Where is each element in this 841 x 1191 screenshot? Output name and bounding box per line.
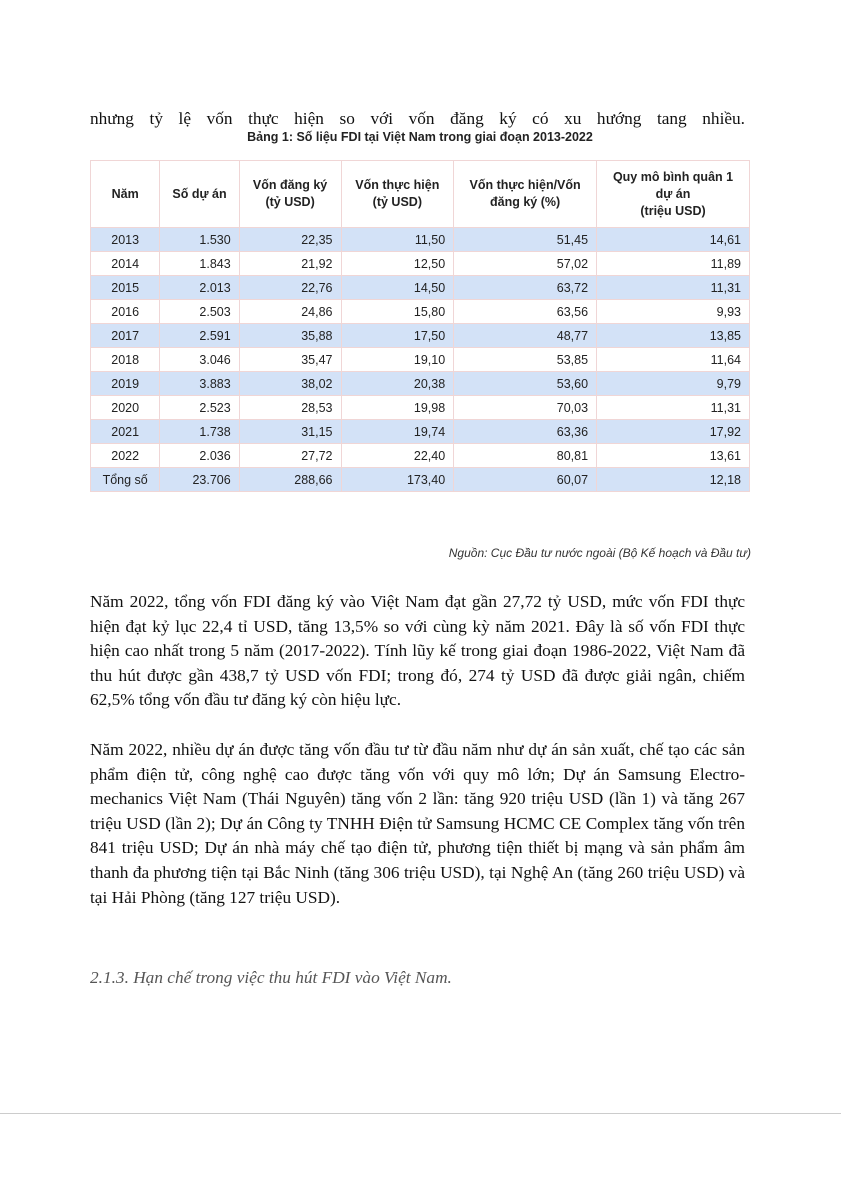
table-cell: 17,50 xyxy=(341,324,454,348)
table-cell: 22,35 xyxy=(239,228,341,252)
column-header: Vốn đăng ký (tỷ USD) xyxy=(239,161,341,228)
table-cell: 51,45 xyxy=(454,228,597,252)
table-cell: 24,86 xyxy=(239,300,341,324)
table-row xyxy=(91,324,750,348)
table-cell: 14,50 xyxy=(341,276,454,300)
table-cell: 288,66 xyxy=(239,468,341,492)
table-cell: 1.530 xyxy=(160,228,239,252)
table-row xyxy=(91,300,750,324)
table-cell: 19,98 xyxy=(341,396,454,420)
table-cell: 22,76 xyxy=(239,276,341,300)
table-cell: 2015 xyxy=(91,276,160,300)
table-row xyxy=(91,276,750,300)
table-cell: 19,10 xyxy=(341,348,454,372)
table-cell: 35,47 xyxy=(239,348,341,372)
table-cell: 2016 xyxy=(91,300,160,324)
table-cell: 53,85 xyxy=(454,348,597,372)
table-cell: 19,74 xyxy=(341,420,454,444)
table-cell: 2020 xyxy=(91,396,160,420)
table-cell: 2022 xyxy=(91,444,160,468)
table-cell: 48,77 xyxy=(454,324,597,348)
column-header: Năm xyxy=(91,161,160,228)
column-header: Quy mô bình quân 1 dự án (triệu USD) xyxy=(597,161,750,228)
table-cell: 2013 xyxy=(91,228,160,252)
table-cell: 63,56 xyxy=(454,300,597,324)
table-cell: 3.046 xyxy=(160,348,239,372)
table-cell: 12,50 xyxy=(341,252,454,276)
page-divider xyxy=(0,1113,841,1114)
table-cell: 31,15 xyxy=(239,420,341,444)
total-row xyxy=(91,468,750,492)
fdi-table xyxy=(90,160,750,492)
table-cell: 1.738 xyxy=(160,420,239,444)
table-cell: 2021 xyxy=(91,420,160,444)
table-cell: 22,40 xyxy=(341,444,454,468)
section-heading: 2.1.3. Hạn chế trong việc thu hút FDI vào Việt Nam. xyxy=(90,968,452,987)
table-cell: 3.883 xyxy=(160,372,239,396)
table-cell: 12,18 xyxy=(597,468,750,492)
intro-text: nhưng tỷ lệ vốn thực hiện so với vốn đăng ký có xu hướng tang nhiều. xyxy=(90,109,745,128)
table-source: Nguồn: Cục Đầu tư nước ngoài (Bộ Kế hoạch và Đầu tư) xyxy=(448,546,751,560)
table-cell: 60,07 xyxy=(454,468,597,492)
table-cell: Tổng số xyxy=(91,468,160,492)
table-cell: 13,85 xyxy=(597,324,750,348)
table-cell: 2.036 xyxy=(160,444,239,468)
table-cell: 14,61 xyxy=(597,228,750,252)
table-cell: 35,88 xyxy=(239,324,341,348)
table-cell: 27,72 xyxy=(239,444,341,468)
table-row xyxy=(91,396,750,420)
table-cell: 9,93 xyxy=(597,300,750,324)
table-cell: 1.843 xyxy=(160,252,239,276)
table-cell: 2014 xyxy=(91,252,160,276)
table-cell: 2018 xyxy=(91,348,160,372)
table-row xyxy=(91,444,750,468)
table-cell: 11,50 xyxy=(341,228,454,252)
table-cell: 63,36 xyxy=(454,420,597,444)
table-cell: 23.706 xyxy=(160,468,239,492)
table-cell: 53,60 xyxy=(454,372,597,396)
table-cell: 11,31 xyxy=(597,396,750,420)
column-header: Vốn thực hiện/Vốn đăng ký (%) xyxy=(454,161,597,228)
table-cell: 13,61 xyxy=(597,444,750,468)
table-cell: 17,92 xyxy=(597,420,750,444)
table-cell: 2019 xyxy=(91,372,160,396)
table-cell: 38,02 xyxy=(239,372,341,396)
table-caption: Bảng 1: Số liệu FDI tại Việt Nam trong giai đoạn 2013-2022 xyxy=(247,130,593,144)
table-cell: 2.591 xyxy=(160,324,239,348)
table-row xyxy=(91,228,750,252)
table-cell: 11,64 xyxy=(597,348,750,372)
table-cell: 9,79 xyxy=(597,372,750,396)
table-cell: 28,53 xyxy=(239,396,341,420)
table-header-row xyxy=(91,161,750,228)
table-cell: 2.503 xyxy=(160,300,239,324)
table-row xyxy=(91,420,750,444)
table-cell: 11,31 xyxy=(597,276,750,300)
column-header: Vốn thực hiện (tỷ USD) xyxy=(341,161,454,228)
table-cell: 57,02 xyxy=(454,252,597,276)
table-cell: 21,92 xyxy=(239,252,341,276)
table-cell: 2.013 xyxy=(160,276,239,300)
table-row xyxy=(91,348,750,372)
table-row xyxy=(91,372,750,396)
paragraph: Năm 2022, tổng vốn FDI đăng ký vào Việt Nam đạt gần 27,72 tỷ USD, mức vốn FDI thực hiện đạt kỷ lục 22,4 tỉ USD, tăng 13,5% so với cùng kỳ năm 2021. Đây là số vốn FDI thực hiện cao nhất trong 5 năm (2017-2022). Tính lũy kế trong giai đoạn 1986-2022, Việt Nam đã thu hút được gần 438,7 tỷ USD vốn FDI; trong đó, 274 tỷ USD đã được giải ngân, chiếm 62,5% tổng vốn đầu tư đăng ký còn hiệu lực. xyxy=(90,592,745,710)
table-cell: 15,80 xyxy=(341,300,454,324)
column-header: Số dự án xyxy=(160,161,239,228)
table-cell: 70,03 xyxy=(454,396,597,420)
paragraph: Năm 2022, nhiều dự án được tăng vốn đầu tư từ đầu năm như dự án sản xuất, chế tạo các sản phẩm điện tử, công nghệ cao được tăng vốn với quy mô lớn; Dự án Samsung Electro-mechanics Việt Nam (Thái Nguyên) tăng vốn 2 lần: tăng 920 triệu USD (lần 1) và tăng 267 triệu USD (lần 2); Dự án Công ty TNHH Điện tử Samsung HCMC CE Complex tăng vốn trên 841 triệu USD; Dự án nhà máy chế tạo điện tử, phương tiện thiết bị mạng và sản phẩm âm thanh đa phương tiện tại Bắc Ninh (tăng 306 triệu USD), tại Nghệ An (tăng 260 triệu USD) và tại Hải Phòng (tăng 127 triệu USD). xyxy=(90,740,745,907)
table-cell: 11,89 xyxy=(597,252,750,276)
table-cell: 80,81 xyxy=(454,444,597,468)
table-cell: 173,40 xyxy=(341,468,454,492)
table-cell: 20,38 xyxy=(341,372,454,396)
table-cell: 63,72 xyxy=(454,276,597,300)
table-cell: 2.523 xyxy=(160,396,239,420)
table-cell: 2017 xyxy=(91,324,160,348)
table-row xyxy=(91,252,750,276)
